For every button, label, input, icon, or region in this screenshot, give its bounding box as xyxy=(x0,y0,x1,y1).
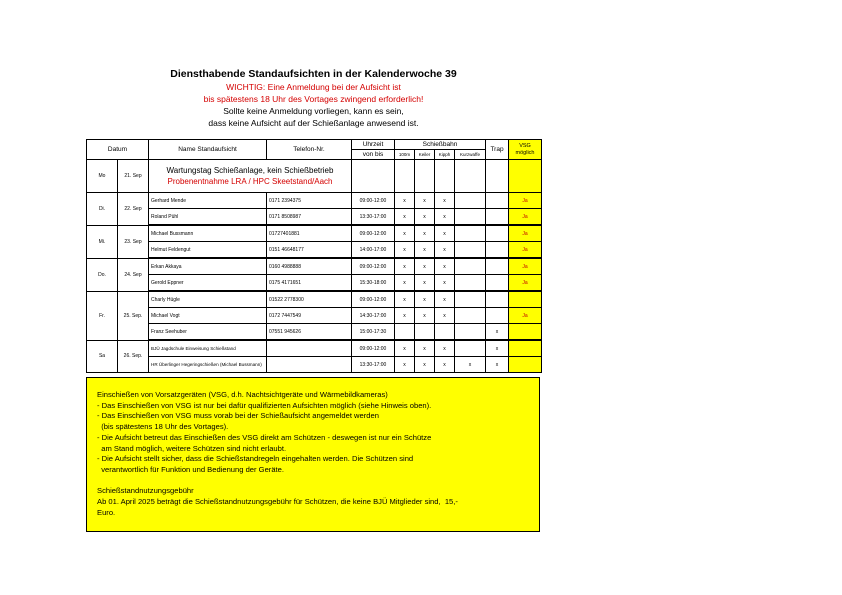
mark-100m: x xyxy=(395,308,415,324)
empty-cell xyxy=(395,160,415,193)
name-cell: BJÜ Jagdschule Einweisung Schießstand xyxy=(149,340,267,357)
vsg-cell: Ja xyxy=(509,308,542,324)
schedule-table xyxy=(86,139,542,373)
col-vonbis: von bis xyxy=(352,150,395,160)
table-row xyxy=(87,209,542,226)
mark-kurzwaffe xyxy=(455,324,486,341)
mark-kipph: x xyxy=(435,340,455,357)
empty-cell xyxy=(455,160,486,193)
name-cell: Charly Hügle xyxy=(149,291,267,308)
col-100m: 100m xyxy=(395,150,415,160)
empty-cell xyxy=(415,160,435,193)
info-line: - Das Einschießen von VSG ist nur bei dafür qualifizierten Aufsichten möglich (siehe Hinweis oben). xyxy=(97,400,432,410)
phone-cell: 0171 8508987 xyxy=(267,209,352,226)
mark-keiler: x xyxy=(415,193,435,209)
mark-kurzwaffe xyxy=(455,275,486,292)
phone-cell: 01522 2778300 xyxy=(267,291,352,308)
mark-trap: x xyxy=(486,324,509,341)
note-line-1: Sollte keine Anmeldung vorliegen, kann es sein, xyxy=(223,106,404,116)
mark-kipph: x xyxy=(435,275,455,292)
time-cell: 09:00-12:00 xyxy=(352,340,395,357)
maintenance-line-2: Probenentnahme LRA / HPC Skeetstand/Aach xyxy=(167,177,333,186)
name-cell: Roland Pühl xyxy=(149,209,267,226)
schedule-body xyxy=(87,193,542,373)
mark-trap xyxy=(486,258,509,275)
mark-kipph: x xyxy=(435,193,455,209)
mark-kipph: x xyxy=(435,291,455,308)
date-cell: 24. Sep xyxy=(118,258,149,291)
date-cell: 23. Sep xyxy=(118,225,149,258)
mark-100m: x xyxy=(395,193,415,209)
table-row xyxy=(87,340,542,357)
day-cell: Di. xyxy=(87,193,118,226)
info-line: Einschießen von Vorsatzgeräten (VSG, d.h. Nachtsichtgeräte und Wärmebildkameras) xyxy=(97,390,388,399)
mark-kurzwaffe xyxy=(455,209,486,226)
mark-kurzwaffe xyxy=(455,193,486,209)
vsg-cell xyxy=(509,340,542,357)
time-cell: 15:00-17:30 xyxy=(352,324,395,341)
table-row xyxy=(87,275,542,292)
empty-cell xyxy=(352,160,395,193)
maintenance-note xyxy=(149,160,352,193)
info-line: - Das Einschießen von VSG muss vorab bei der Schießaufsicht angemeldet werden xyxy=(97,411,379,421)
mark-kurzwaffe xyxy=(455,340,486,357)
mark-kurzwaffe xyxy=(455,258,486,275)
mark-keiler: x xyxy=(415,357,435,373)
maintenance-line-1: Wartungstag Schießanlage, kein Schießbetrieb xyxy=(166,166,334,175)
mark-trap xyxy=(486,275,509,292)
mark-kurzwaffe: x xyxy=(455,357,486,373)
time-cell: 09:00-12:00 xyxy=(352,193,395,209)
warning-line-1: WICHTIG: Eine Anmeldung bei der Aufsicht ist xyxy=(226,82,401,92)
note-line-2: dass keine Aufsicht auf der Schießanlage anwesend ist. xyxy=(208,118,419,128)
mark-keiler xyxy=(415,324,435,341)
time-cell: 09:00-12:00 xyxy=(352,225,395,242)
mark-keiler: x xyxy=(415,242,435,259)
col-kurzwaffe: Kurzwaffe xyxy=(455,150,486,160)
col-datum: Datum xyxy=(87,140,149,160)
info-line xyxy=(97,476,529,487)
phone-cell: 0175 4171651 xyxy=(267,275,352,292)
mark-100m: x xyxy=(395,258,415,275)
empty-cell xyxy=(486,160,509,193)
name-cell: Helmut Feldengut xyxy=(149,242,267,259)
day-cell: Do. xyxy=(87,258,118,291)
day-cell: Mo xyxy=(87,160,118,193)
info-line: Schießstandnutzungsgebühr xyxy=(97,486,194,496)
vsg-cell: Ja xyxy=(509,225,542,242)
mark-100m: x xyxy=(395,291,415,308)
info-line: (bis spätestens 18 Uhr des Vortages). xyxy=(97,422,229,432)
mark-100m: x xyxy=(395,275,415,292)
phone-cell xyxy=(267,357,352,373)
info-line: - Die Aufsicht betreut das Einschießen des VSG direkt am Schützen - deswegen ist nur ein Schütze xyxy=(97,432,432,442)
time-cell: 13:30-17:00 xyxy=(352,209,395,226)
mark-trap xyxy=(486,193,509,209)
phone-cell: 0172 7447549 xyxy=(267,308,352,324)
time-cell: 14:30-17:00 xyxy=(352,308,395,324)
time-cell: 14:00-17:00 xyxy=(352,242,395,259)
info-line: am Stand möglich, weitere Schützen sind nicht erlaubt. xyxy=(97,443,287,453)
time-cell: 15:30-18:00 xyxy=(352,275,395,292)
phone-cell xyxy=(267,340,352,357)
vsg-cell xyxy=(509,291,542,308)
mark-kipph: x xyxy=(435,242,455,259)
info-line: verantwortlich für Funktion und Bedienung der Geräte. xyxy=(97,464,284,474)
name-cell: Franz Seehuber xyxy=(149,324,267,341)
time-cell: 09:00-12:00 xyxy=(352,258,395,275)
table-row xyxy=(87,291,542,308)
table-header-row xyxy=(87,140,542,150)
name-cell: Gerhard Mende xyxy=(149,193,267,209)
table-row xyxy=(87,258,542,275)
vsg-cell xyxy=(509,160,542,193)
info-line: Ab 01. April 2025 beträgt die Schießstandnutzungsgebühr für Schützen, die keine BJÜ Mitglieder sind, 15,- xyxy=(97,497,458,507)
mark-keiler: x xyxy=(415,258,435,275)
col-vsg: VSG möglich xyxy=(509,140,542,160)
col-uhrzeit: Uhrzeit xyxy=(352,140,395,150)
info-line: Euro. xyxy=(97,507,116,517)
name-cell: Michael Bussmann xyxy=(149,225,267,242)
mark-100m: x xyxy=(395,340,415,357)
table-row xyxy=(87,225,542,242)
table-row xyxy=(87,308,542,324)
name-cell: Erkan Akkaya xyxy=(149,258,267,275)
phone-cell: 07551 945626 xyxy=(267,324,352,341)
info-lines xyxy=(97,390,529,518)
date-cell: 22. Sep xyxy=(118,193,149,226)
mark-100m xyxy=(395,324,415,341)
day-cell: Sa xyxy=(87,340,118,373)
table-row-monday xyxy=(87,160,542,193)
phone-cell: 01727401881 xyxy=(267,225,352,242)
info-line: - Die Aufsicht stellt sicher, dass die Schießstandregeln eingehalten werden. Die Schützen sind xyxy=(97,454,414,464)
mark-100m: x xyxy=(395,225,415,242)
col-name: Name Standaufsicht xyxy=(149,140,267,160)
col-trap: Trap xyxy=(486,140,509,160)
mark-kurzwaffe xyxy=(455,225,486,242)
mark-keiler: x xyxy=(415,209,435,226)
name-cell: Gerold Eppner xyxy=(149,275,267,292)
mark-trap: x xyxy=(486,357,509,373)
mark-trap: x xyxy=(486,340,509,357)
mark-kipph: x xyxy=(435,225,455,242)
mark-100m: x xyxy=(395,242,415,259)
empty-cell xyxy=(435,160,455,193)
date-cell: 25. Sep. xyxy=(118,291,149,340)
mark-keiler: x xyxy=(415,291,435,308)
name-cell: Michael Vogt xyxy=(149,308,267,324)
mark-kipph xyxy=(435,324,455,341)
day-cell: Fr. xyxy=(87,291,118,340)
phone-cell: 0151 46648177 xyxy=(267,242,352,259)
date-cell: 26. Sep. xyxy=(118,340,149,373)
vsg-cell: Ja xyxy=(509,242,542,259)
vsg-cell xyxy=(509,357,542,373)
mark-kipph: x xyxy=(435,357,455,373)
phone-cell: 0160 4988888 xyxy=(267,258,352,275)
date-cell: 21. Sep xyxy=(118,160,149,193)
mark-trap xyxy=(486,209,509,226)
mark-trap xyxy=(486,225,509,242)
mark-trap xyxy=(486,308,509,324)
mark-kipph: x xyxy=(435,308,455,324)
mark-kurzwaffe xyxy=(455,291,486,308)
name-cell: HR Überlinger Hegeringschießen (Michael Bussmann) xyxy=(149,357,267,373)
vsg-info-box xyxy=(86,377,540,532)
vsg-cell: Ja xyxy=(509,193,542,209)
mark-kurzwaffe xyxy=(455,242,486,259)
mark-kipph: x xyxy=(435,258,455,275)
vsg-cell: Ja xyxy=(509,275,542,292)
mark-kurzwaffe xyxy=(455,308,486,324)
mark-keiler: x xyxy=(415,340,435,357)
mark-100m: x xyxy=(395,357,415,373)
mark-keiler: x xyxy=(415,225,435,242)
mark-kipph: x xyxy=(435,209,455,226)
vsg-cell: Ja xyxy=(509,258,542,275)
mark-trap xyxy=(486,242,509,259)
col-keiler: Keiler xyxy=(415,150,435,160)
mark-trap xyxy=(486,291,509,308)
time-cell: 13:30-17:00 xyxy=(352,357,395,373)
table-row xyxy=(87,242,542,259)
page-title: Diensthabende Standaufsichten in der Kalenderwoche 39 xyxy=(170,68,457,80)
mark-keiler: x xyxy=(415,275,435,292)
table-row xyxy=(87,324,542,341)
vsg-cell: Ja xyxy=(509,209,542,226)
time-cell: 09:00-12:00 xyxy=(352,291,395,308)
vsg-cell xyxy=(509,324,542,341)
table-row xyxy=(87,357,542,373)
col-schiessbahn: Schießbahn xyxy=(395,140,486,150)
mark-keiler: x xyxy=(415,308,435,324)
col-kipph: Kipph xyxy=(435,150,455,160)
table-row xyxy=(87,193,542,209)
phone-cell: 0171 2394375 xyxy=(267,193,352,209)
warning-line-2: bis spätestens 18 Uhr des Vortages zwingend erforderlich! xyxy=(203,94,424,104)
day-cell: Mi. xyxy=(87,225,118,258)
mark-100m: x xyxy=(395,209,415,226)
col-telefon: Telefon-Nr. xyxy=(267,140,352,160)
